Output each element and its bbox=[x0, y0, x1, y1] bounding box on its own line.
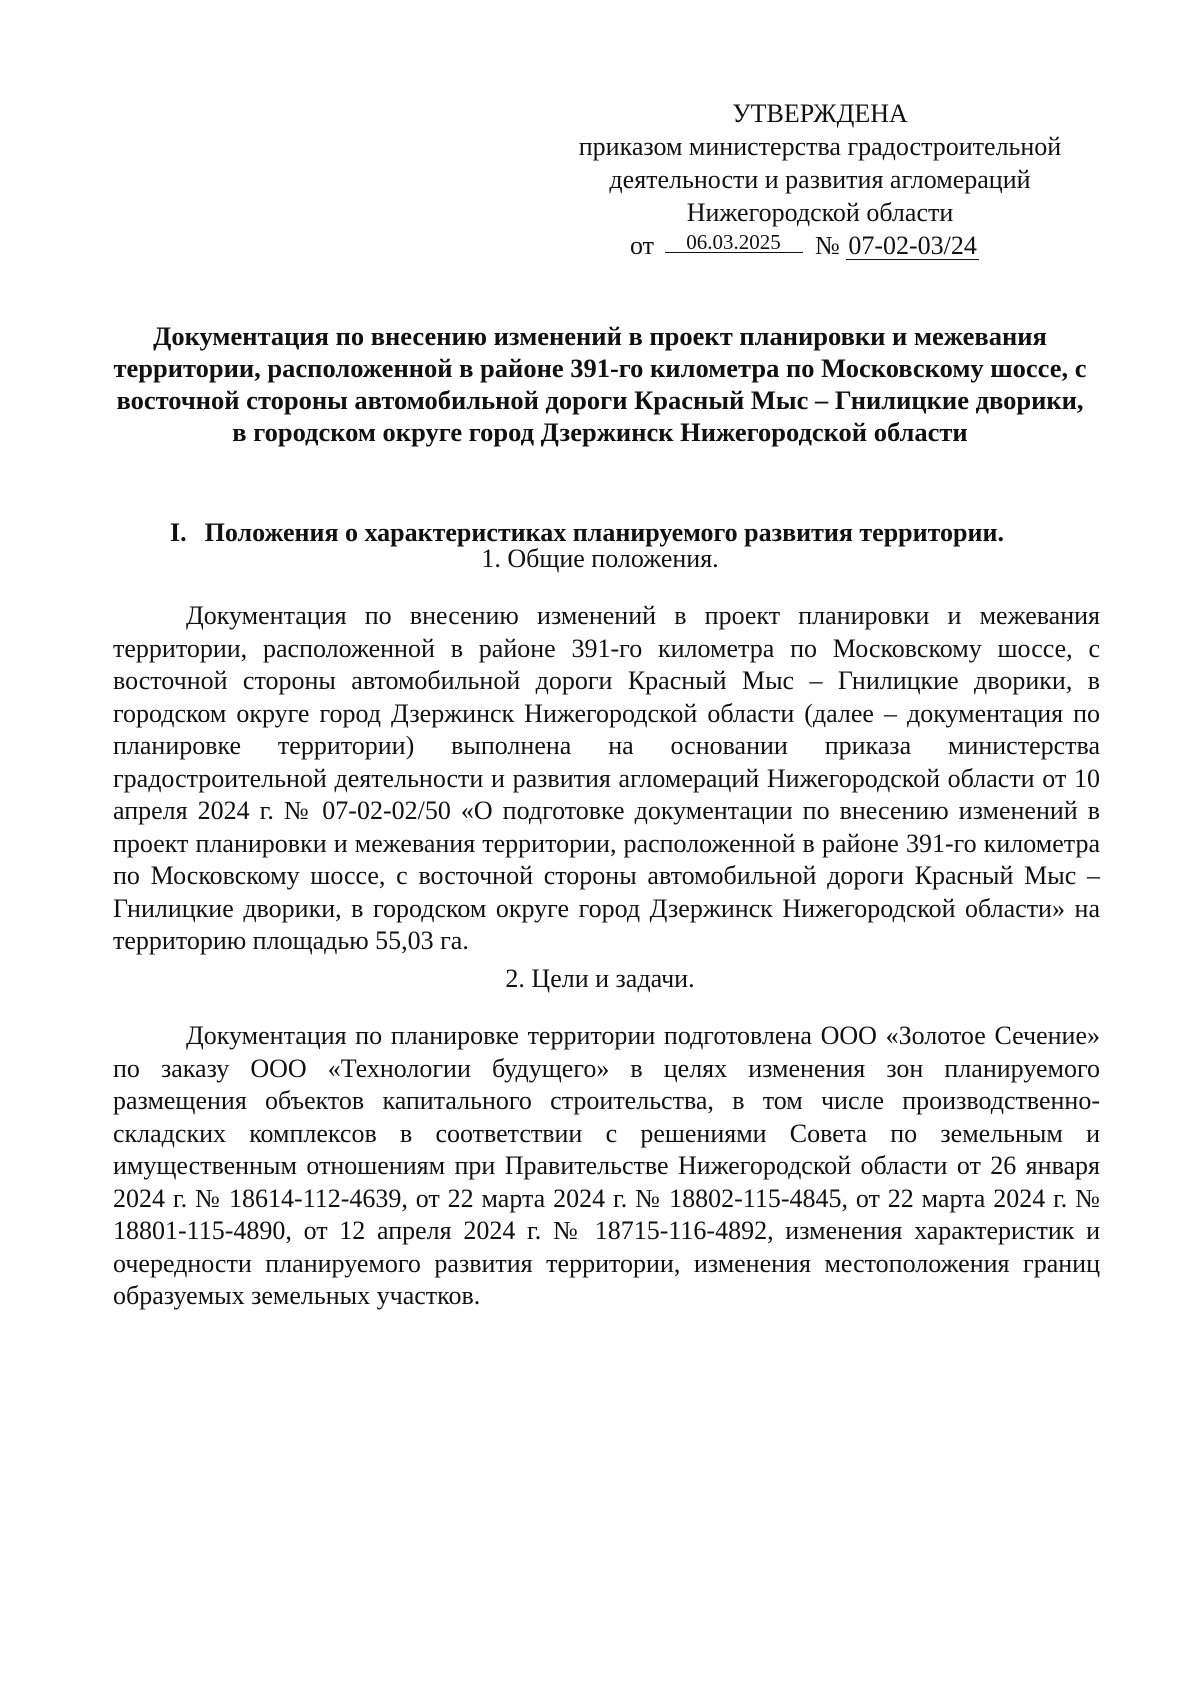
approval-date: 06.03.2025 bbox=[665, 232, 803, 253]
approval-number: 07-02-03/24 bbox=[848, 231, 977, 260]
approval-number-label: № bbox=[815, 231, 840, 260]
approval-from-label: от bbox=[630, 231, 655, 260]
approval-order-row bbox=[630, 229, 1100, 262]
paragraph-general: Документация по внесению изменений в проект планировки и межевания территории, расположенной в районе 391-го километра по Московскому шоссе, с восточной стороны автомобильной дороги Красный Мыс – Гнилицкие дворики, в городском округе город Дзержинск Нижегородской области (далее – документация по планировке территории) выполнена на основании приказа министерства градостроительной деятельности и развития агломераций Нижегородской области от 10 апреля 2024 г. № 07-02-02/50 «О подготовке документации по внесению изменений в проект планировки и межевания территории, расположенной в районе 391-го километра по Московскому шоссе, с восточной стороны автомобильной дороги Красный Мыс – Гнилицкие дворики, в городском округе город Дзержинск Нижегородской области» на территорию площадью 55,03 га. bbox=[113, 601, 1100, 955]
approval-order-line-1: приказом министерства градостроительной bbox=[578, 132, 1062, 161]
approval-order-line-3: Нижегородской области bbox=[686, 198, 954, 227]
approval-stamp-label: УТВЕРЖДЕНА bbox=[732, 99, 908, 128]
approval-order-line-2: деятельности и развития агломераций bbox=[609, 165, 1031, 194]
section-title: Положения о характеристиках планируемого развития территории. bbox=[204, 518, 1004, 547]
section-number: I. bbox=[170, 518, 187, 547]
subsection-heading-general: 1. Общие положения. bbox=[481, 544, 719, 573]
paragraph-goals: Документация по планировке территории подготовлена ООО «Золотое Сечение» по заказу ООО «Технологии будущего» в целях изменения зон планируемого размещения объектов капитального строительства, в том числе производственно-складских комплексов в соответствии с решениями Совета по земельным и имущественным отношениям при Правительстве Нижегородской области от 26 января 2024 г. № 18614-112-4639, от 22 марта 2024 г. № 18802-115-4845, от 22 марта 2024 г. № 18801-115-4890, от 12 апреля 2024 г. № 18715-116-4892, изменения характеристик и очередности планируемого развития территории, изменения местоположения границ образуемых земельных участков. bbox=[113, 1021, 1100, 1310]
approval-block bbox=[540, 97, 1100, 262]
document-title: Документация по внесению изменений в проект планировки и межевания территории, расположенной в районе 391-го километра по Московскому шоссе, с восточной стороны автомобильной дороги Красный Мыс – Гнилицкие дворики, в городском округе город Дзержинск Нижегородской области bbox=[113, 321, 1087, 447]
subsection-heading-goals: 2. Цели и задачи. bbox=[505, 964, 695, 993]
